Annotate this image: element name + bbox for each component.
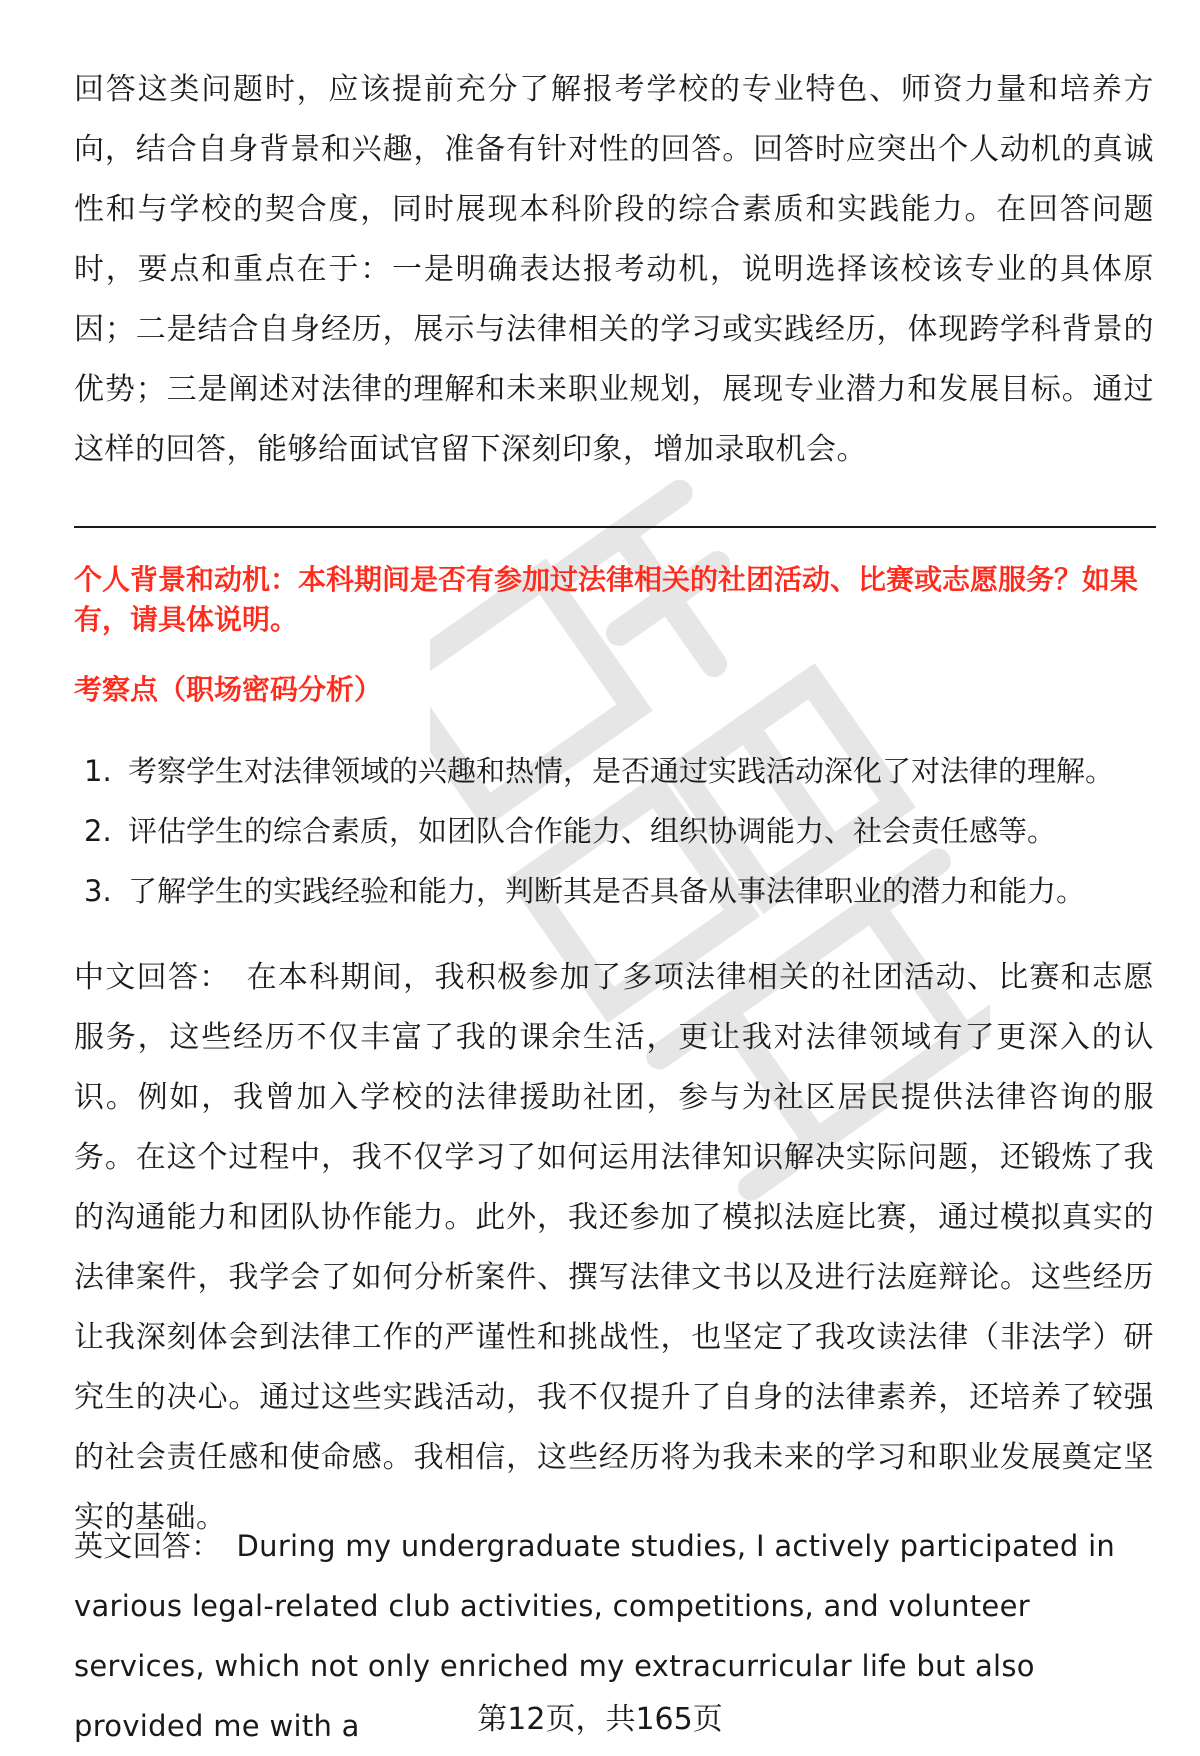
list-item-text: 考察学生对法律领域的兴趣和热情，是否通过实践活动深化了对法律的理解。: [128, 754, 1115, 788]
list-item-text: 了解学生的实践经验和能力，判断其是否具备从事法律职业的潜力和能力。: [128, 874, 1086, 908]
english-answer-text: During my undergraduate studies, I actively participated in various legal-related club activities, competitions, and volunteer services, which not only enriched my extracurricular life but also provided me with a: [74, 1529, 1116, 1743]
list-item-number: 3.: [84, 874, 112, 908]
page-number-footer: 第12页，共165页: [477, 1702, 723, 1737]
chinese-answer-label: 中文回答：: [74, 960, 231, 995]
list-item: [84, 801, 1154, 861]
list-item: [84, 741, 1154, 801]
question-heading: 个人背景和动机：本科期间是否有参加过法律相关的社团活动、比赛或志愿服务？如果有，请具体说明。: [74, 563, 1139, 636]
exam-point-list: [84, 741, 1154, 921]
chinese-answer-text: 在本科期间，我积极参加了多项法律相关的社团活动、比赛和志愿服务，这些经历不仅丰富了我的课余生活，更让我对法律领域有了更深入的认识。例如，我曾加入学校的法律援助社团，参与为社区居民提供法律咨询的服务。在这个过程中，我不仅学习了如何运用法律知识解决实际问题，还锻炼了我的沟通能力和团队协作能力。此外，我还参加了模拟法庭比赛，通过模拟真实的法律案件，我学会了如何分析案件、撰写法律文书以及进行法庭辩论。这些经历让我深刻体会到法律工作的严谨性和挑战性，也坚定了我攻读法律（非法学）研究生的决心。通过这些实践活动，我不仅提升了自身的法律素养，还培养了较强的社会责任感和使命感。我相信，这些经历将为我未来的学习和职业发展奠定坚实的基础。: [74, 960, 1155, 1535]
list-item: [84, 861, 1154, 921]
english-answer-label: 英文回答：: [74, 1529, 221, 1563]
chinese-answer-paragraph: [74, 948, 1154, 1548]
list-item-number: 1.: [84, 754, 112, 788]
list-item-text: 评估学生的综合素质，如团队合作能力、组织协调能力、社会责任感等。: [128, 814, 1057, 848]
intro-paragraph: 回答这类问题时，应该提前充分了解报考学校的专业特色、师资力量和培养方向，结合自身背景和兴趣，准备有针对性的回答。回答时应突出个人动机的真诚性和与学校的契合度，同时展现本科阶段的综合素质和实践能力。在回答问题时，要点和重点在于：一是明确表达报考动机，说明选择该校该专业的具体原因；二是结合自身经历，展示与法律相关的学习或实践经历，体现跨学科背景的优势；三是阐述对法律的理解和未来职业规划，展现专业潜力和发展目标。通过这样的回答，能够给面试官留下深刻印象，增加录取机会。: [74, 72, 1154, 467]
section-divider: [74, 526, 1156, 528]
intro-section: [74, 60, 1154, 480]
chinese-answer-section: [74, 948, 1154, 1548]
list-item-number: 2.: [84, 814, 112, 848]
exam-point-heading: 考察点（职场密码分析）: [74, 673, 383, 706]
